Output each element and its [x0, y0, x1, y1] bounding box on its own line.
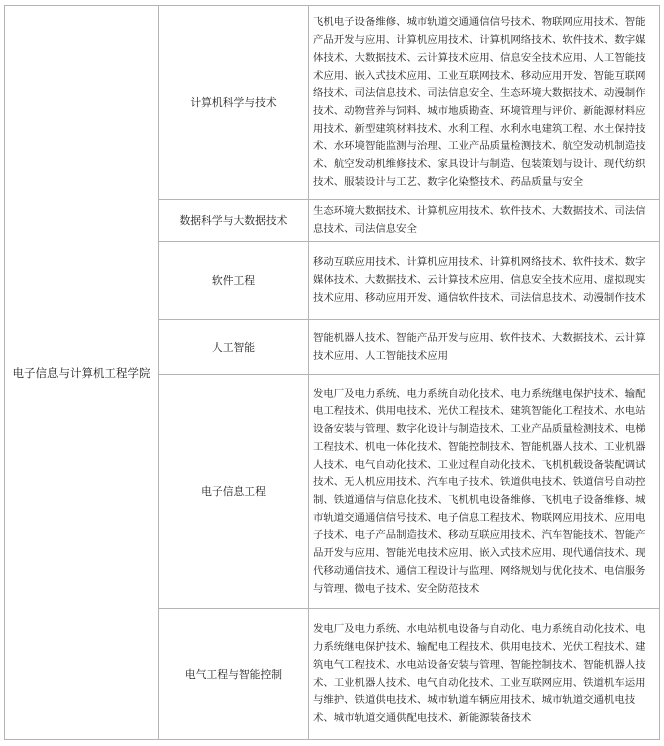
- target-majors-cell: 智能机器人技术、智能产品开发与应用、软件技术、大数据技术、云计算技术应用、人工智能技术应用: [309, 320, 660, 375]
- target-majors-cell: 飞机电子设备维修、城市轨道交通通信信号技术、物联网应用技术、智能产品开发与应用、计算机应用技术、计算机网络技术、软件技术、数字媒体技术、大数据技术、云计算技术应用、信息安全技术应用、人工智能技术应用、嵌入式技术应用、工业互联网技术、移动应用开发、智能互联网络技术、司法信息技术、司法信息安全、生态环境大数据技术、动漫制作技术、动物营养与饲料、城市地质勘查、环境管理与评价、新能源材料应用技术、新型建筑材料技术、水利工程、水利水电建筑工程、水土保持技术、水环境智能监测与治理、工业产品质量检测技术、航空发动机制造技术、航空发动机维修技术、家具设计与制造、包装策划与设计、现代纺织技术、服装设计与工艺、数字化染整技术、药品质量与安全: [309, 6, 660, 200]
- major-cell: 电子信息工程: [159, 375, 309, 609]
- college-cell: 电子信息与计算机工程学院: [5, 6, 159, 740]
- target-majors-cell: 生态环境大数据技术、计算机应用技术、软件技术、大数据技术、司法信息技术、司法信息安全: [309, 200, 660, 242]
- target-majors-cell: 发电厂及电力系统、水电站机电设备与自动化、电力系统自动化技术、电力系统继电保护技术、输配电工程技术、供用电技术、光伏工程技术、建筑电气工程技术、水电站设备安装与管理、智能控制技术、智能机器人技术、工业机器人技术、电气自动化技术、工业互联网应用、铁道机车运用与维护、铁道供电技术、城市轨道车辆应用技术、城市轨道交通机电技术、城市轨道交通供配电技术、新能源装备技术: [309, 609, 660, 740]
- target-majors-cell: 移动互联应用技术、计算机应用技术、计算机网络技术、软件技术、数字媒体技术、大数据技术、云计算技术应用、信息安全技术应用、虚拟现实技术应用、移动应用开发、通信软件技术、司法信息技术、动漫制作技术: [309, 242, 660, 320]
- major-cell: 数据科学与大数据技术: [159, 200, 309, 242]
- major-cell: 计算机科学与技术: [159, 6, 309, 200]
- major-cell: 电气工程与智能控制: [159, 609, 309, 740]
- major-cell: 软件工程: [159, 242, 309, 320]
- major-cell: 人工智能: [159, 320, 309, 375]
- transfer-majors-table: [4, 5, 660, 740]
- target-majors-cell: 发电厂及电力系统、电力系统自动化技术、电力系统继电保护技术、输配电工程技术、供用电技术、光伏工程技术、建筑智能化工程技术、水电站设备安装与管理、数字化设计与制造技术、工业产品质量检测技术、电梯工程技术、机电一体化技术、智能控制技术、智能机器人技术、工业机器人技术、电气自动化技术、工业过程自动化技术、飞机机载设备装配调试技术、无人机应用技术、汽车电子技术、铁道供电技术、铁道信号自动控制、铁道通信与信息化技术、飞机机电设备维修、飞机电子设备维修、城市轨道交通通信信号技术、电子信息工程技术、物联网应用技术、应用电子技术、电子产品制造技术、移动互联应用技术、汽车智能技术、智能产品开发与应用、智能光电技术应用、嵌入式技术应用、现代通信技术、现代移动通信技术、通信工程设计与监理、网络规划与优化技术、电信服务与管理、微电子技术、安全防范技术: [309, 375, 660, 609]
- table-row: [5, 6, 660, 200]
